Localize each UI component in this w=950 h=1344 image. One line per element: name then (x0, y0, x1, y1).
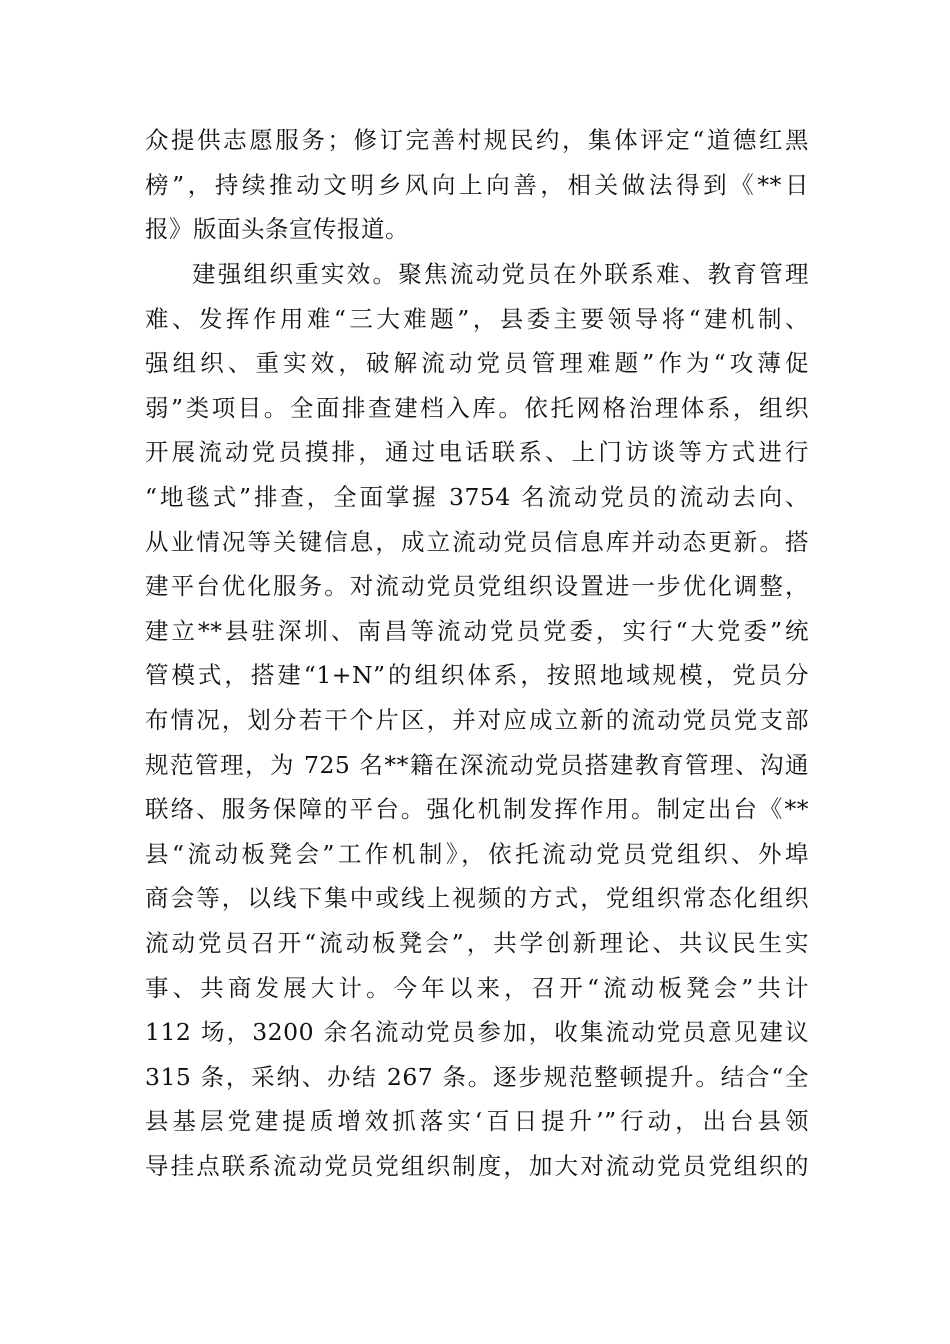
paragraph-line: 导挂点联系流动党员党组织制度，加大对流动党员党组织的 (145, 1151, 809, 1180)
paragraph-line: 112 场，3200 余名流动党员参加，收集流动党员意见建议 (145, 1018, 809, 1047)
paragraph-line: 联络、服务保障的平台。强化机制发挥作用。制定出台《** (145, 795, 809, 824)
paragraph-line: 从业情况等关键信息，成立流动党员信息库并动态更新。搭 (145, 527, 809, 556)
paragraph-line: 315 条，采纳、办结 267 条。逐步规范整顿提升。结合“全 (145, 1062, 809, 1091)
paragraph-line: 众提供志愿服务；修订完善村规民约，集体评定“道德红黑 (145, 126, 809, 154)
paragraph-1 (145, 118, 809, 252)
paragraph-line: “地毯式”排查，全面掌握 3754 名流动党员的流动去向、 (145, 482, 809, 511)
paragraph-line: 强组织、重实效，破解流动党员管理难题”作为“攻薄促 (145, 349, 809, 378)
paragraph-line: 规范管理，为 725 名**籍在深流动党员搭建教育管理、沟通 (145, 750, 809, 779)
paragraph-line: 建立**县驻深圳、南昌等流动党员党委，实行“大党委”统 (145, 616, 809, 645)
paragraph-line: 布情况，划分若干个片区，并对应成立新的流动党员党支部 (145, 705, 809, 734)
paragraph-line: 弱”类项目。全面排查建档入库。依托网格治理体系，组织 (145, 393, 809, 422)
paragraph-line: 事、共商发展大计。今年以来，召开“流动板凳会”共计 (145, 973, 809, 1002)
paragraph-line: 开展流动党员摸排，通过电话联系、上门访谈等方式进行 (145, 438, 809, 467)
paragraph-line: 管模式，搭建“1+N”的组织体系，按照地域规模，党员分 (145, 661, 809, 690)
paragraph-line: 商会等，以线下集中或线上视频的方式，党组织常态化组织 (145, 884, 809, 913)
paragraph-2 (145, 252, 809, 1188)
paragraph-line: 县基层党建提质增效抓落实‘百日提升’”行动，出台县领 (145, 1107, 809, 1136)
paragraph-line: 榜”，持续推动文明乡风向上向善，相关做法得到《**日 (145, 170, 809, 199)
paragraph-line: 建平台优化服务。对流动党员党组织设置进一步优化调整， (145, 572, 809, 601)
paragraph-line: 流动党员召开“流动板凳会”，共学创新理论、共议民生实 (145, 928, 809, 957)
paragraph-line: 难、发挥作用难“三大难题”，县委主要领导将“建机制、 (145, 304, 809, 333)
paragraph-line: 建强组织重实效。聚焦流动党员在外联系难、教育管理 (192, 260, 809, 288)
paragraph-line: 县“流动板凳会”工作机制》，依托流动党员党组织、外埠 (145, 839, 809, 868)
paragraph-line: 报》版面头条宣传报道。 (145, 215, 409, 244)
